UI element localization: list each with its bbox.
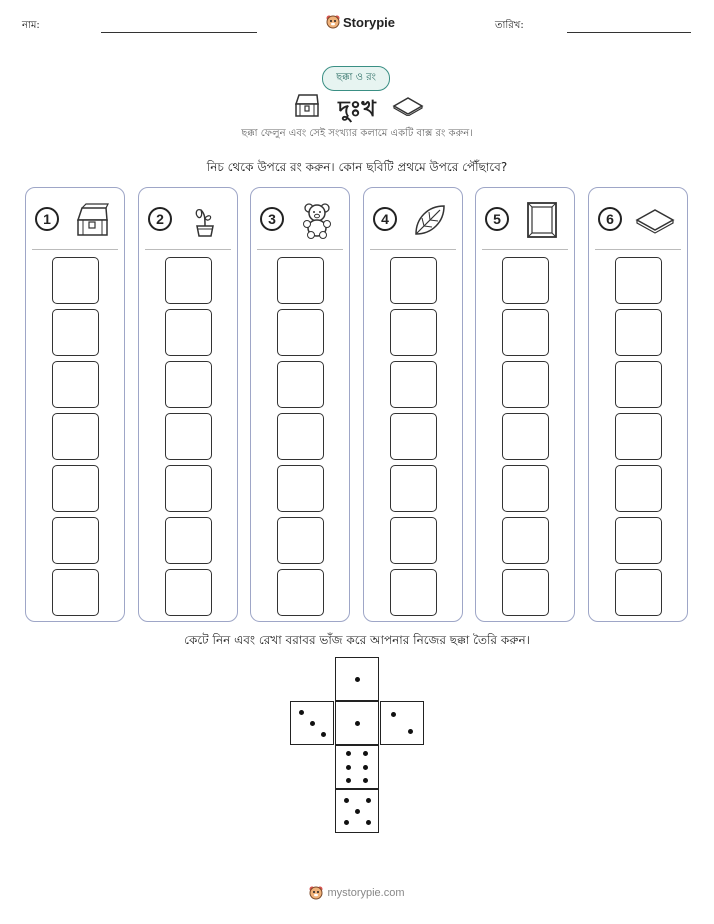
column-number: 2 (148, 207, 172, 231)
date-line[interactable] (567, 32, 691, 33)
die-pip (363, 751, 368, 756)
die-pip (366, 798, 371, 803)
die-pip (310, 721, 315, 726)
cut-instruction: কেটে নিন এবং রেখা বরাবর ভাঁজ করে আপনার নিজের ছক্কা তৈরি করুন। (184, 633, 530, 647)
color-box[interactable] (390, 257, 437, 304)
column-5 (475, 187, 575, 622)
color-box[interactable] (390, 309, 437, 356)
die-pip (346, 765, 351, 770)
color-box[interactable] (165, 361, 212, 408)
color-box[interactable] (52, 569, 99, 616)
color-box[interactable] (390, 465, 437, 512)
color-box[interactable] (52, 517, 99, 564)
column-divider (257, 249, 343, 250)
column-number: 3 (260, 207, 284, 231)
die-pip (355, 677, 360, 682)
page-title: দুঃখ (338, 97, 376, 122)
die-face-3 (290, 701, 334, 745)
die-pip (299, 710, 304, 715)
color-box[interactable] (615, 309, 662, 356)
die-face-6 (335, 745, 379, 789)
die-pip (408, 729, 413, 734)
date-label: তারিখ: (495, 20, 524, 31)
activity-badge: ছক্কা ও রং (322, 66, 390, 91)
color-box[interactable] (390, 517, 437, 564)
color-box[interactable] (390, 569, 437, 616)
die-pip (363, 765, 368, 770)
column-number: 6 (598, 207, 622, 231)
die-pip (321, 732, 326, 737)
column-6 (588, 187, 688, 622)
column-divider (482, 249, 568, 250)
die-pip (355, 721, 360, 726)
column-2 (138, 187, 238, 622)
die-pip (346, 778, 351, 783)
color-box[interactable] (502, 517, 549, 564)
color-box[interactable] (390, 361, 437, 408)
color-box[interactable] (502, 309, 549, 356)
treasure-chest-icon (293, 92, 321, 118)
color-box[interactable] (52, 309, 99, 356)
die-pip (344, 798, 349, 803)
die-pip (363, 778, 368, 783)
color-box[interactable] (615, 257, 662, 304)
color-box[interactable] (277, 257, 324, 304)
color-box[interactable] (390, 413, 437, 460)
wilted-flower-icon (185, 200, 225, 240)
subtitle: ছক্কা ফেলুন এবং সেই সংখ্যার কলামে একটি বাক্স রং করুন। (241, 128, 473, 139)
column-divider (145, 249, 231, 250)
color-box[interactable] (502, 361, 549, 408)
color-box[interactable] (52, 413, 99, 460)
color-box[interactable] (165, 257, 212, 304)
die-face-2 (380, 701, 424, 745)
color-box[interactable] (615, 569, 662, 616)
color-box[interactable] (615, 517, 662, 564)
column-number: 4 (373, 207, 397, 231)
storypie-mascot-icon (326, 14, 340, 30)
color-box[interactable] (277, 465, 324, 512)
color-box[interactable] (277, 413, 324, 460)
color-box[interactable] (502, 413, 549, 460)
column-number: 1 (35, 207, 59, 231)
napkin-icon (635, 200, 675, 240)
color-box[interactable] (502, 569, 549, 616)
color-box[interactable] (52, 257, 99, 304)
die-pip (344, 820, 349, 825)
column-number: 5 (485, 207, 509, 231)
color-box[interactable] (615, 413, 662, 460)
die-pip (346, 751, 351, 756)
column-divider (370, 249, 456, 250)
napkin-icon (392, 96, 424, 116)
color-box[interactable] (165, 465, 212, 512)
column-3 (250, 187, 350, 622)
storypie-mascot-icon (309, 885, 323, 901)
treasure-chest-icon (72, 200, 112, 240)
color-box[interactable] (615, 361, 662, 408)
name-line[interactable] (101, 32, 257, 33)
color-box[interactable] (277, 361, 324, 408)
die-face-1 (335, 701, 379, 745)
color-box[interactable] (165, 569, 212, 616)
die-pip (355, 809, 360, 814)
leaf-icon (410, 200, 450, 240)
die-face-5 (335, 789, 379, 833)
color-box[interactable] (165, 413, 212, 460)
column-divider (595, 249, 681, 250)
column-1 (25, 187, 125, 622)
instruction: নিচ থেকে উপরে রং করুন। কোন ছবিটি প্রথমে উপরে পৌঁছাবে? (206, 160, 508, 174)
footer (0, 885, 714, 901)
picture-frame-icon (522, 200, 562, 240)
brand-name: Storypie (343, 14, 396, 30)
color-box[interactable] (52, 465, 99, 512)
color-box[interactable] (277, 569, 324, 616)
brand-logo (326, 14, 395, 30)
column-divider (32, 249, 118, 250)
color-box[interactable] (52, 361, 99, 408)
footer-url: mystorypie.com (327, 887, 405, 899)
color-box[interactable] (277, 517, 324, 564)
die-pip (366, 820, 371, 825)
color-box[interactable] (277, 309, 324, 356)
column-4 (363, 187, 463, 622)
die-pip (391, 712, 396, 717)
color-box[interactable] (502, 465, 549, 512)
color-box[interactable] (502, 257, 549, 304)
teddy-bear-icon (297, 200, 337, 240)
color-box[interactable] (165, 309, 212, 356)
name-label: নাম: (22, 20, 40, 31)
color-box[interactable] (615, 465, 662, 512)
color-box[interactable] (165, 517, 212, 564)
die-face-1 (335, 657, 379, 701)
